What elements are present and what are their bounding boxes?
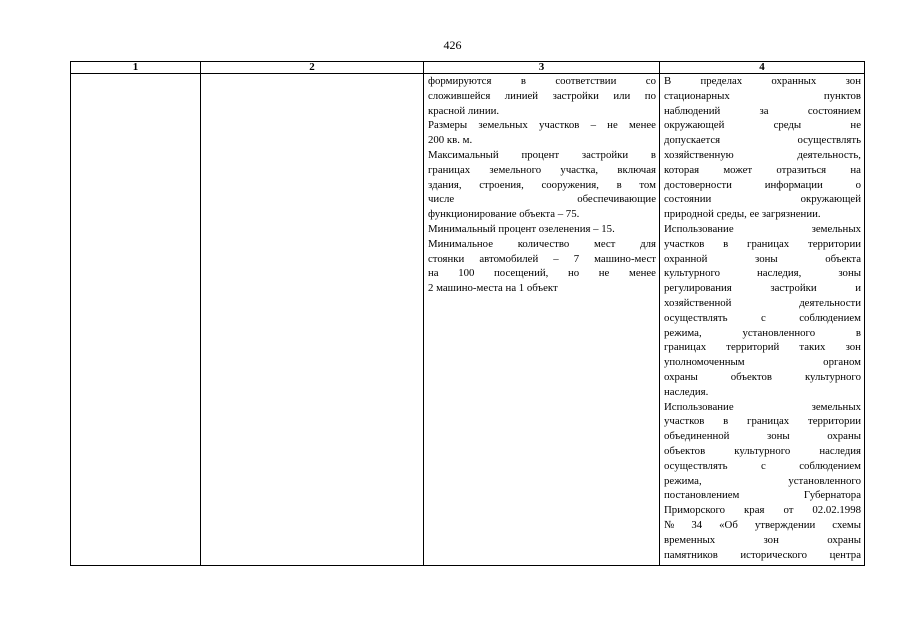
col4-line: постановлением Губернатора: [664, 489, 861, 502]
col3-line: границах земельного участка, включая: [428, 163, 656, 176]
col4-line: Использование земельных: [664, 400, 861, 413]
col4-line: объединенной зоны охраны: [664, 430, 861, 443]
col4-line: № 34 «Об утверждении схемы: [664, 518, 861, 531]
cell-col-2: [201, 74, 424, 566]
col4-line: окружающей среды не: [664, 119, 861, 132]
col4-line: культурного наследия, зоны: [664, 267, 861, 280]
col4-line: охранной зоны объекта: [664, 252, 861, 265]
col4-line: временных зон охраны: [664, 533, 861, 546]
col4-line: наследия.: [664, 385, 709, 398]
col3-line: 2 машино-места на 1 объект: [428, 282, 558, 295]
col4-line: границах территорий таких зон: [664, 341, 861, 354]
col3-line: Минимальный процент озеленения – 15.: [428, 222, 615, 235]
col4-line: регулирования застройки и: [664, 282, 861, 295]
page-number: 426: [443, 38, 462, 52]
cell-col-3-text: [424, 74, 659, 296]
col4-line: осуществлять с соблюдением: [664, 311, 861, 324]
col3-line: 200 кв. м.: [428, 134, 473, 147]
col3-line: здания, строения, сооружения, в том: [428, 178, 656, 191]
col4-line: достоверности информации о: [664, 178, 861, 191]
column-header-4: 4: [660, 62, 865, 74]
col4-line: режима, установленного в: [664, 326, 861, 339]
col4-line: состоянии окружающей: [664, 193, 861, 206]
col4-line: хозяйственную деятельность,: [664, 148, 861, 161]
col4-line: осуществлять с соблюдением: [664, 459, 861, 472]
col4-line: природной среды, ее загрязнении.: [664, 208, 821, 221]
col4-line: стационарных пунктов: [664, 89, 861, 102]
column-header-3: 3: [424, 62, 660, 74]
col4-line: наблюдений за состоянием: [664, 104, 861, 117]
col3-line: Минимальное количество мест для: [428, 237, 656, 250]
col3-line: Размеры земельных участков – не менее: [428, 119, 656, 132]
column-header-2: 2: [201, 62, 424, 74]
document-table: [70, 61, 865, 566]
col3-line: красной линии.: [428, 104, 500, 117]
col3-line: формируются в соответствии со: [428, 75, 656, 87]
col4-line: участков в границах территории: [664, 415, 861, 428]
cell-col-3: [424, 74, 660, 566]
col4-line: допускается осуществлять: [664, 134, 861, 147]
col4-line: хозяйственной деятельности: [664, 296, 861, 309]
col3-line: числе обеспечивающие: [428, 193, 656, 206]
cell-col-4: [660, 74, 865, 566]
col4-line: которая может отразиться на: [664, 163, 861, 176]
table-header-row: [71, 62, 865, 74]
table-row: [71, 74, 865, 566]
col3-line: на 100 посещений, но не менее: [428, 267, 656, 280]
column-header-1: 1: [71, 62, 201, 74]
col4-line: Использование земельных: [664, 222, 861, 235]
col4-line: режима, установленного: [664, 474, 861, 487]
col3-line: функционирование объекта – 75.: [428, 208, 580, 221]
col3-line: сложившейся линией застройки или по: [428, 89, 656, 102]
col4-line: объектов культурного наследия: [664, 444, 861, 457]
col4-line: охраны объектов культурного: [664, 370, 861, 383]
col3-line: стоянки автомобилей – 7 машино-мест: [428, 252, 656, 265]
col4-line: В пределах охранных зон: [664, 75, 861, 87]
col4-line: участков в границах территории: [664, 237, 861, 250]
col4-line: Приморского края от 02.02.1998: [664, 504, 861, 517]
col4-line: уполномоченным органом: [664, 356, 861, 369]
cell-col-4-text: [660, 74, 864, 562]
col4-line: памятников исторического центра: [664, 548, 861, 561]
col3-line: Максимальный процент застройки в: [428, 148, 656, 161]
cell-col-1: [71, 74, 201, 566]
